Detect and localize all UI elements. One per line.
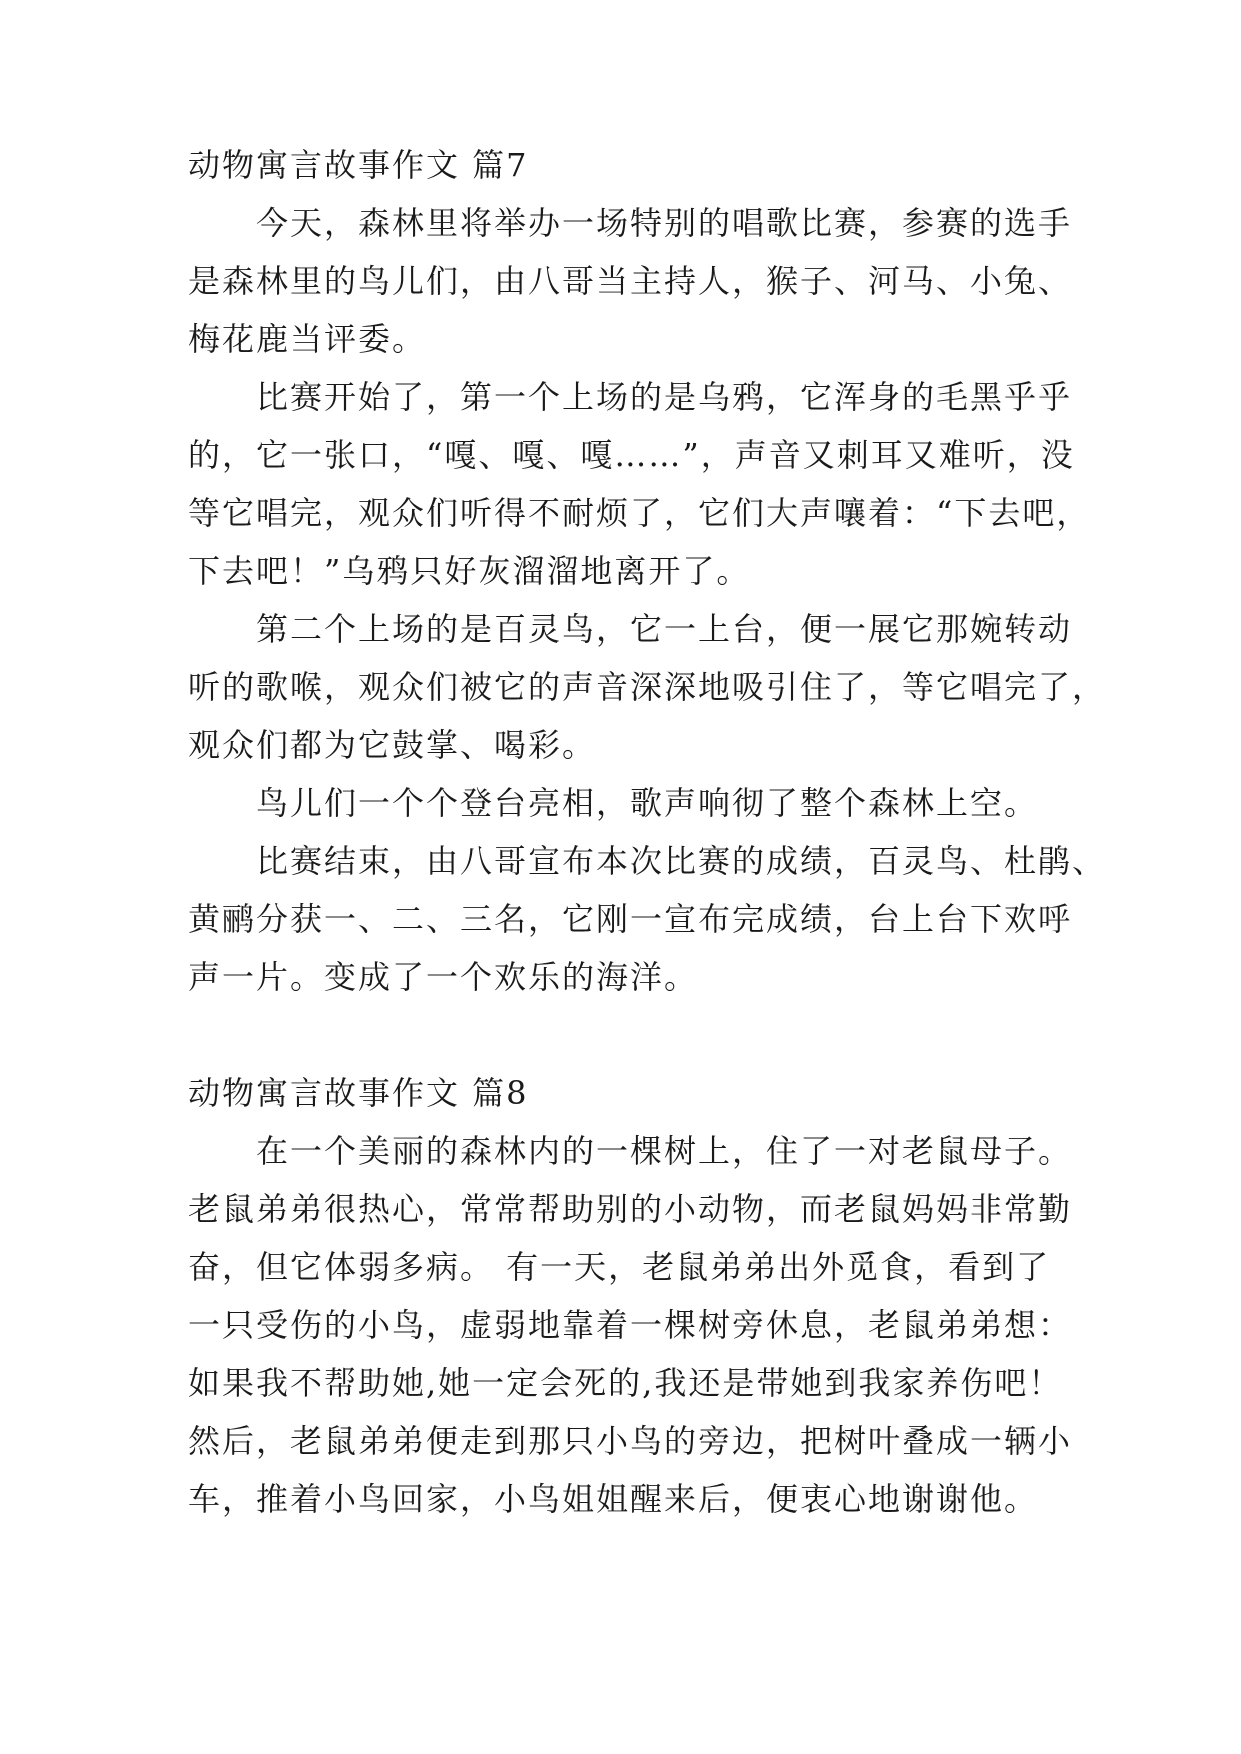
- paragraph-line: 第二个上场的是百灵鸟，它一上台，便一展它那婉转动: [256, 610, 1073, 648]
- paragraph-line: 声一片。变成了一个欢乐的海洋。: [188, 958, 699, 996]
- paragraph-line: 鸟儿们一个个登台亮相，歌声响彻了整个森林上空。: [256, 784, 1039, 822]
- paragraph-line: 听的歌喉，观众们被它的声音深深地吸引住了，等它唱完了，: [188, 668, 1107, 706]
- paragraph-line: 奋，但它体弱多病。 有一天，老鼠弟弟出外觅食，看到了: [188, 1248, 1051, 1286]
- section-heading: 动物寓言故事作文 篇8: [188, 1074, 529, 1112]
- paragraph-line: 的，它一张口，“嘎、嘎、嘎……”，声音又刺耳又难听，没: [188, 436, 1075, 474]
- paragraph-line: 比赛结束，由八哥宣布本次比赛的成绩，百灵鸟、杜鹃、: [256, 842, 1107, 880]
- paragraph-line: 如果我不帮助她,她一定会死的,我还是带她到我家养伤吧！: [188, 1364, 1063, 1402]
- paragraph-line: 在一个美丽的森林内的一棵树上，住了一对老鼠母子。: [256, 1132, 1073, 1170]
- paragraph-line: 然后，老鼠弟弟便走到那只小鸟的旁边，把树叶叠成一辆小: [188, 1422, 1073, 1460]
- paragraph-line: 车，推着小鸟回家，小鸟姐姐醒来后，便衷心地谢谢他。: [188, 1480, 1039, 1518]
- paragraph-line: 是森林里的鸟儿们，由八哥当主持人，猴子、河马、小兔、: [188, 262, 1073, 300]
- section-heading: 动物寓言故事作文 篇7: [188, 146, 529, 184]
- paragraph-line: 今天，森林里将举办一场特别的唱歌比赛，参赛的选手: [256, 204, 1073, 242]
- paragraph-line: 观众们都为它鼓掌、喝彩。: [188, 726, 597, 764]
- paragraph-line: 下去吧！”乌鸦只好灰溜溜地离开了。: [188, 552, 751, 590]
- paragraph-line: 老鼠弟弟很热心，常常帮助别的小动物，而老鼠妈妈非常勤: [188, 1190, 1073, 1228]
- paragraph-line: 黄鹂分获一、二、三名，它刚一宣布完成绩，台上台下欢呼: [188, 900, 1073, 938]
- paragraph-line: 比赛开始了，第一个上场的是乌鸦，它浑身的毛黑乎乎: [256, 378, 1073, 416]
- paragraph-line: 等它唱完，观众们听得不耐烦了，它们大声嚷着：“下去吧，: [188, 494, 1091, 532]
- paragraph-line: 一只受伤的小鸟，虚弱地靠着一棵树旁休息，老鼠弟弟想：: [188, 1306, 1073, 1344]
- paragraph-line: 梅花鹿当评委。: [188, 320, 427, 358]
